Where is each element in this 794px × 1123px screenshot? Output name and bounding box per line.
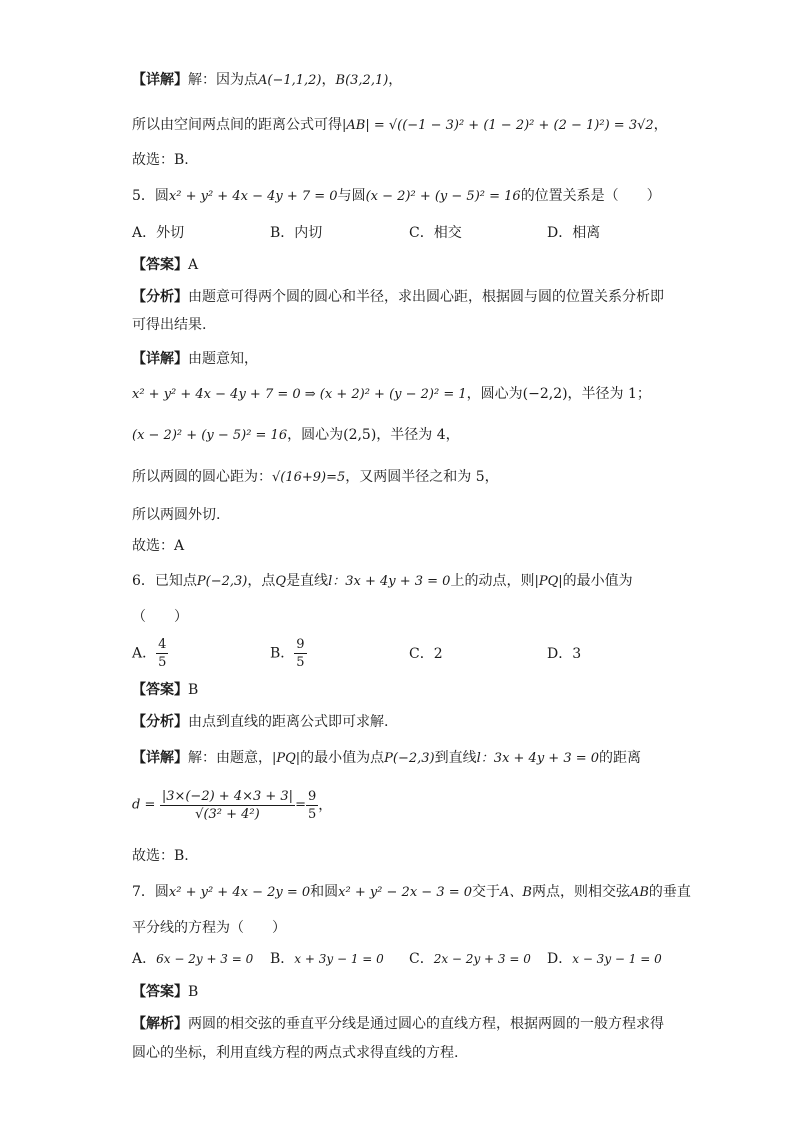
q5-analysis-cont: 可得出结果. (132, 317, 207, 333)
q7-option-b (270, 949, 384, 969)
q6-option-b (270, 636, 307, 671)
q5-detail-step3 (132, 467, 499, 488)
text: 6．已知点 (132, 573, 197, 589)
text: 7．圆 (132, 884, 169, 900)
separator: ， (321, 72, 336, 88)
q6-choice: 故选：B. (132, 848, 189, 864)
q5-analysis (132, 287, 664, 307)
option-label: B． (270, 645, 295, 662)
circle-eq-2: (x − 2)² + (y − 5)² = 16 (365, 189, 521, 204)
q5-detail-step2 (132, 425, 460, 446)
separator: ， (653, 117, 668, 133)
separator: ， (318, 797, 333, 814)
q4-distance-line (132, 115, 668, 136)
analysis-tag: 【分析】 (132, 289, 188, 305)
point-b: B(3,2,1) (335, 73, 389, 88)
circle-eq-1: x² + y² + 4x − 4y + 7 = 0 (168, 189, 338, 204)
q5-option-a: A．外切 (132, 225, 185, 241)
result-fraction (306, 788, 318, 823)
circle-eq-1: x² + y² + 4x − 2y = 0 (168, 885, 311, 900)
analysis-text: 两圆的相交弦的垂直平分线是通过圆心的直线方程，根据两圆的一般方程求得 (188, 1016, 664, 1032)
points-ab: A、B (500, 885, 532, 900)
analysis-tag: 【解析】 (132, 1016, 188, 1032)
text: ，圆心为(−2,2)，半径为 1； (466, 386, 651, 402)
text: 解：由题意， (188, 750, 272, 766)
circle-eq: (x − 2)² + (y − 5)² = 16 (132, 428, 288, 443)
text: 的距离 (599, 750, 642, 766)
option-eq: x + 3y − 1 = 0 (294, 952, 384, 966)
numerator: 4 (158, 637, 167, 652)
answer-tag: 【答案】 (132, 682, 188, 698)
option-label: C． (409, 951, 434, 967)
numerator: 9 (307, 789, 317, 804)
detail-tag: 【详解】 (132, 750, 188, 766)
q5-option-c: C．相交 (409, 225, 462, 241)
fraction (156, 636, 168, 671)
numerator: |3×(−2) + 4×3 + 3| (161, 789, 294, 804)
denominator: 5 (307, 807, 317, 822)
circle-eq-2: x² + y² − 2x − 3 = 0 (338, 885, 473, 900)
option-eq: x − 3y − 1 = 0 (572, 952, 662, 966)
center-distance-eq: √(16+9)=5 (272, 470, 346, 485)
q6-detail (132, 748, 641, 769)
q6-option-c: C．2 (409, 646, 443, 662)
q4-detail-line (132, 70, 402, 91)
numerator: 9 (296, 637, 305, 652)
q4-choice: 故选：B. (132, 152, 189, 168)
analysis-text: 由点到直线的距离公式即可求解. (188, 714, 389, 730)
q7-stem-cont: 平分线的方程为（ ） (132, 920, 286, 936)
q5-detail-conclusion: 所以两圆外切. (132, 507, 221, 523)
q7-option-a (132, 949, 253, 969)
denominator: 5 (158, 655, 167, 670)
q6-stem (132, 571, 633, 592)
line-eq: l：3x + 4y + 3 = 0 (476, 751, 600, 766)
text: 两点，则相交弦 (531, 884, 630, 900)
q7-stem (132, 882, 691, 903)
q5-stem (132, 186, 661, 207)
q5-detail (132, 349, 258, 369)
distance-fraction (160, 788, 295, 823)
q7-answer (132, 982, 198, 1002)
q5-answer (132, 255, 198, 275)
text: 的位置关系是（ ） (520, 188, 661, 204)
q6-distance-formula (132, 788, 332, 823)
separator: ， (388, 72, 403, 88)
distance-label: d = (132, 797, 156, 813)
q6-stem-cont: （ ） (132, 609, 188, 625)
point-p: P(−2,3) (196, 574, 248, 589)
detail-tag: 【详解】 (132, 351, 188, 367)
equals: = (295, 797, 306, 813)
analysis-tag: 【分析】 (132, 714, 188, 730)
q7-analysis (132, 1014, 664, 1034)
q6-option-d: D．3 (547, 646, 582, 662)
text: 的垂直 (648, 884, 691, 900)
q6-analysis (132, 712, 388, 732)
line-eq: l：3x + 4y + 3 = 0 (328, 574, 451, 589)
text: 的最小值为 (562, 573, 633, 589)
text: 到直线 (434, 750, 477, 766)
q7-analysis-cont: 圆心的坐标，利用直线方程的两点式求得直线的方程. (132, 1045, 459, 1061)
segment-pq: |PQ| (272, 751, 301, 766)
text: 上的动点，则 (450, 573, 535, 589)
q6-option-a (132, 636, 168, 671)
option-label: A． (132, 951, 157, 967)
text: 交于 (472, 884, 501, 900)
answer-value: B (188, 682, 199, 698)
text: 所以由空间两点间的距离公式可得 (132, 117, 342, 133)
option-label: A． (132, 645, 157, 662)
detail-text: 解：因为点 (188, 72, 258, 88)
answer-tag: 【答案】 (132, 257, 188, 273)
text: 5．圆 (132, 188, 169, 204)
text: 所以两圆的圆心距为： (132, 469, 272, 485)
denominator: √(3² + 4²) (195, 807, 260, 822)
point-p: P(−2,3) (384, 751, 435, 766)
completed-square-eq: x² + y² + 4x − 4y + 7 = 0 ⇒ (x + 2)² + (y − 2)² = 1 (132, 387, 467, 402)
analysis-text: 由题意可得两个圆的圆心和半径，求出圆心距，根据圆与圆的位置关系分析即 (188, 289, 664, 305)
option-label: D． (547, 951, 573, 967)
denominator: 5 (296, 655, 305, 670)
q5-option-d: D．相离 (547, 225, 601, 241)
text: 与圆 (337, 188, 366, 204)
text: 和圆 (310, 884, 339, 900)
text: 是直线 (286, 573, 329, 589)
answer-tag: 【答案】 (132, 984, 188, 1000)
q6-answer (132, 680, 198, 700)
option-label: B． (270, 951, 295, 967)
segment-pq: |PQ| (534, 574, 563, 589)
option-eq: 6x − 2y + 3 = 0 (156, 952, 254, 966)
text: 的最小值为点 (300, 750, 385, 766)
option-eq: 2x − 2y + 3 = 0 (433, 952, 531, 966)
point-q: Q (275, 574, 287, 589)
fraction (294, 636, 306, 671)
text: ，点 (247, 573, 276, 589)
detail-tag: 【详解】 (132, 72, 188, 88)
text: ，又两圆半径之和为 5， (345, 469, 499, 485)
q5-detail-step1 (132, 384, 651, 405)
q7-option-c (409, 949, 531, 969)
point-a: A(−1,1,2) (258, 73, 322, 88)
answer-value: B (188, 984, 199, 1000)
q7-option-d (547, 949, 662, 969)
q5-choice: 故选：A (132, 538, 185, 554)
detail-text: 由题意知， (188, 351, 258, 367)
q5-option-b: B．内切 (270, 225, 323, 241)
chord-ab: AB (629, 885, 649, 900)
distance-formula: |AB| = √((−1 − 3)² + (1 − 2)² + (2 − 1)²) = 3√2 (342, 118, 654, 133)
answer-value: A (188, 257, 199, 273)
text: ，圆心为(2,5)，半径为 4， (287, 427, 460, 443)
